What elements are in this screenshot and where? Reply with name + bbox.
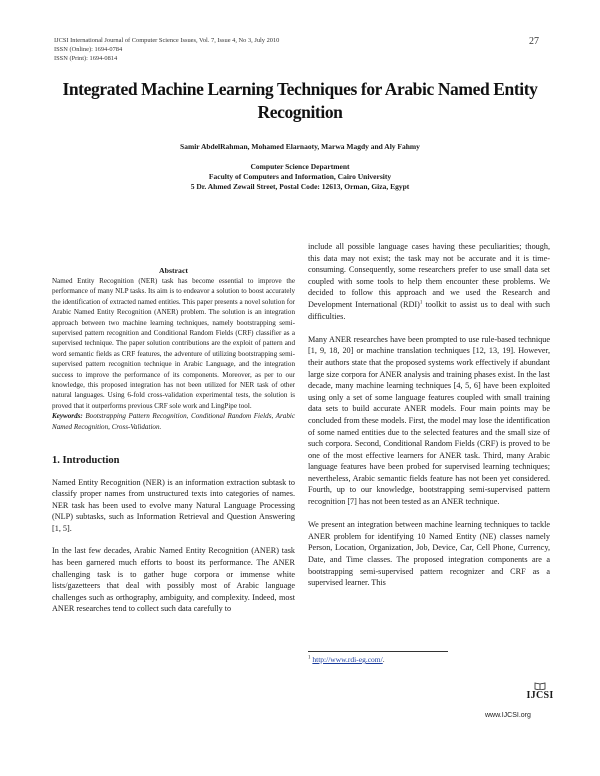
intro-paragraph: Named Entity Recognition (NER) is an information extraction subtask to classify proper names from unstructured texts into categories of names. NER task has been used to evolve many Natural Language Processing (NLP) subtasks, such as Information Retrieval and Question Answering [1, 5]. bbox=[52, 477, 295, 533]
logo-text: IJCSI bbox=[526, 690, 554, 701]
body-paragraph: We present an integration between machine learning techniques to tackle ANER problem for identifying 10 Named Entity (NE) classes namely Person, Location, Organization, Job, Device, Car, Cell Phone, Currency, Date, and Time classes. The proposed integration components are a bootstrapping semi-supervised pattern recognizer and CRF as a supervised learner. This bbox=[308, 520, 550, 588]
abstract-section bbox=[52, 266, 295, 432]
body-paragraph: Many ANER researches have been prompted to use rule-based technique [1, 9, 18, 20] or machine translation techniques [12, 13, 19]. However, their authors state that the proposed systems work effectively if abundant large size corpora for ANER analysis and training phases exist. In the last decade, many machine learning techniques [4, 5, 6] have been exploited using only a set of some language features coupled with small training data sets to build accurate ANER models. Four main points may be concluded from these models. First, the model may lose the identification of some named entities due to the selected features and the small size of such corpora. Second, Conditional Random Fields (CRF) is proved to be one of the most effective learners for ANER task. Third, many Arabic language features have been probed for supervised learning techniques; nevertheless, Arabic semantic fields feature has not been yet considered. Fourth, up to our knowledge, bootstrapping semi-supervised pattern recognition [7] has not been tested as an ANER technique. bbox=[308, 334, 550, 507]
open-book-icon bbox=[534, 682, 546, 690]
intro-paragraph: In the last few decades, Arabic Named Entity Recognition (ANER) task has been garnered much efforts to boost its performance. The ANER challenging task is to gather huge corpora or immense white lists/gazetteers that deal with possibly most of Arabic language challenges such as orthography, ambiguity, and complexity. Indeed, most ANER researches tend to collect such data carefully to bbox=[52, 546, 295, 614]
ijcsi-logo bbox=[510, 682, 570, 701]
affiliation-faculty: Faculty of Computers and Information, Cairo University bbox=[208, 172, 392, 181]
journal-line: IJCSI International Journal of Computer Science Issues, Vol. 7, Issue 4, No 3, July 2010 bbox=[54, 37, 280, 44]
abstract-heading: Abstract bbox=[158, 266, 188, 275]
footnote: $^1$ http://www.rdi-eg.com/. bbox=[308, 655, 385, 664]
page-number: 27 bbox=[529, 36, 539, 47]
affiliation-department: Computer Science Department bbox=[250, 162, 350, 171]
issn-online: ISSN (Online): 1694-0784 bbox=[54, 46, 123, 53]
keywords bbox=[52, 411, 295, 432]
abstract-text: Named Entity Recognition (NER) task has become essential to improve the performance of many NLP tasks. Its aim is to endeavor a solution to boost accurately the identification of extracted named entities. This paper presents a novel solution for Arabic Named Entity Recognition (ANER) problem. The solution is an integration approach between two machine learning techniques, namely bootstrapping semi-supervised pattern recognition and Conditional Random Fields (CRF) classifier as a supervised technique. The paper solution contributions are the exploit of pattern and word semantic fields as CRF features, the adventure of utilizing bootstrapping semi-supervised pattern recognition technique in Arabic Language, and the integration success to improve the performance of its components. Moreover, as per to our knowledge, this proposed integration has not been utilized for NER task of other natural languages. Using 6-fold cross-validation experimental tests, the solution is proved that it outperforms previous CRF sole work and LingPipe tool. bbox=[52, 277, 295, 410]
footnote-ref[interactable]: 1 bbox=[419, 300, 423, 306]
right-column bbox=[308, 241, 550, 600]
introduction-heading: 1. Introduction bbox=[52, 455, 120, 467]
issn-print: ISSN (Print): 1694-0814 bbox=[54, 55, 118, 62]
paper-authors: Samir AbdelRahman, Mohamed Elarnaoty, Marwa Magdy and Aly Fahmy bbox=[180, 142, 420, 151]
left-column bbox=[52, 266, 295, 626]
paper-title: Integrated Machine Learning Techniques for Arabic Named Entity Recognition bbox=[62, 79, 538, 122]
introduction-section bbox=[52, 456, 295, 615]
journal-header bbox=[54, 36, 279, 63]
keywords-text: Bootstrapping Pattern Recognition, Conditional Random Fields, Arabic Named Recognition, Cross-Validation. bbox=[52, 412, 295, 431]
affiliation bbox=[40, 162, 560, 192]
footnote-link[interactable]: http://www.rdi-eg.com/ bbox=[312, 655, 383, 664]
footnote-marker: 1 bbox=[308, 655, 311, 661]
keywords-label: Keywords: bbox=[52, 412, 83, 421]
footnote-divider bbox=[308, 651, 448, 652]
affiliation-address: 5 Dr. Ahmed Zewail Street, Postal Code: 12613, Orman, Giza, Egypt bbox=[190, 182, 410, 191]
journal-url: www.IJCSI.org bbox=[485, 712, 531, 719]
body-paragraph: include all possible language cases having these peculiarities; though, this data may not exist; the task may not be accurate and it is time-consuming. Consequently, some researchers prefer to use small data set coupled with some tools to help them encounter these problems. We decided to follow this approach and we used the Research and Development International (RDI)$^1$ toolkit to assist us to deal with such difficulties. bbox=[308, 242, 550, 321]
